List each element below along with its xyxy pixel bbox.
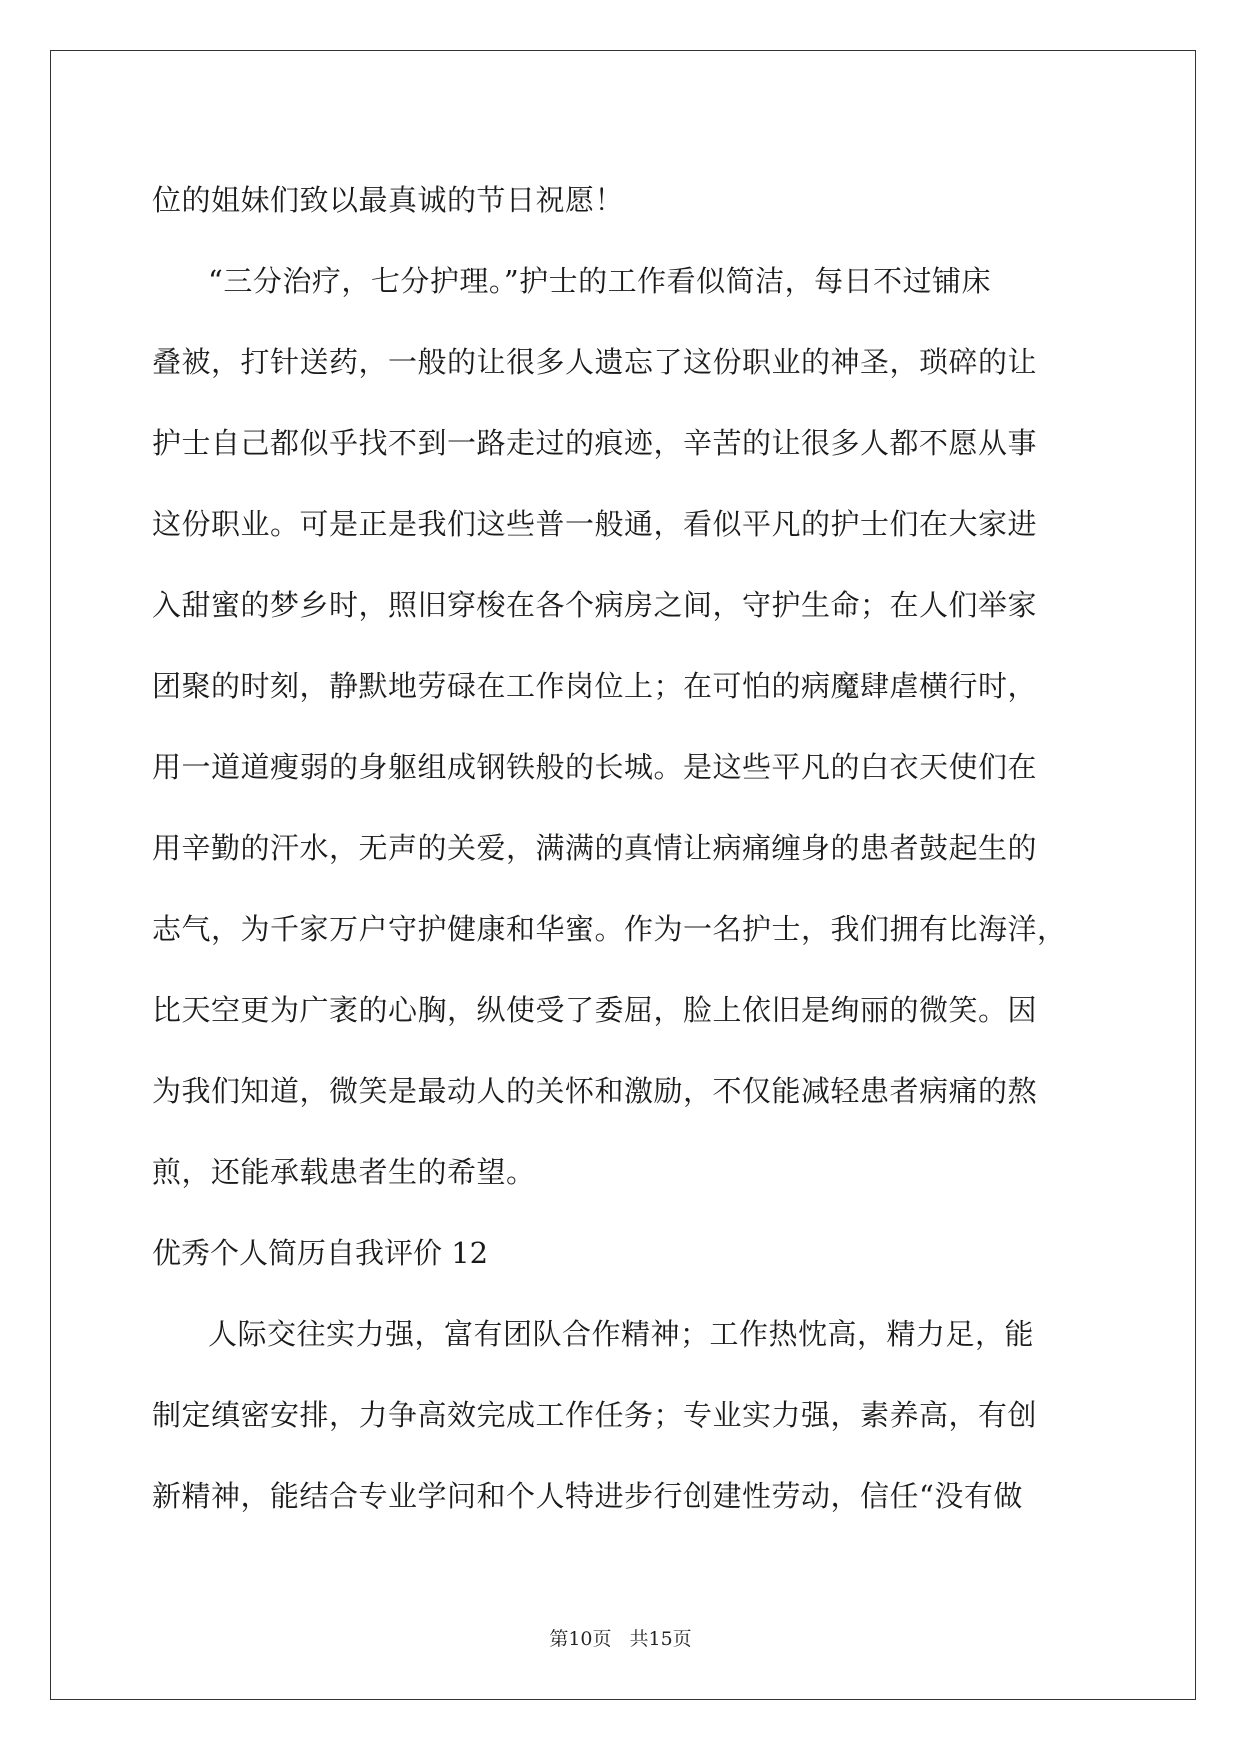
text-line: 护士自己都似乎找不到一路走过的痕迹，辛苦的让很多人都不愿从事: [152, 426, 1038, 460]
section-heading: 优秀个人简历自我评价 12: [152, 1236, 489, 1270]
text-line: 入甜蜜的梦乡时，照旧穿梭在各个病房之间，守护生命；在人们举家: [152, 588, 1038, 622]
text-line: 用一道道瘦弱的身躯组成钢铁般的长城。是这些平凡的白衣天使们在: [152, 750, 1038, 784]
document-body: [152, 160, 1092, 1537]
text-line: 煎，还能承载患者生的希望。: [152, 1155, 536, 1189]
text-line: 位的姐妹们致以最真诚的节日祝愿！: [152, 183, 625, 217]
text-line: 为我们知道，微笑是最动人的关怀和激励，不仅能减轻患者病痛的熬: [152, 1074, 1038, 1108]
text-line: 人际交往实力强，富有团队合作精神；工作热忱高，精力足，能: [208, 1317, 1035, 1351]
page-total: 共15页: [629, 1628, 692, 1650]
text-line: 新精神，能结合专业学问和个人特进步行创建性劳动，信任“没有做: [152, 1479, 1023, 1513]
text-line: 制定缜密安排，力争高效完成工作任务；专业实力强，素养高，有创: [152, 1398, 1038, 1432]
text-line: 团聚的时刻，静默地劳碌在工作岗位上；在可怕的病魔肆虐横行时，: [152, 669, 1038, 703]
text-line: 这份职业。可是正是我们这些普一般通，看似平凡的护士们在大家进: [152, 507, 1038, 541]
text-line: 叠被，打针送药，一般的让很多人遗忘了这份职业的神圣，琐碎的让: [152, 345, 1038, 379]
text-line: 比天空更为广袤的心胸，纵使受了委屈，脸上依旧是绚丽的微笑。因: [152, 993, 1038, 1027]
text-line: 用辛勤的汗水，无声的关爱，满满的真情让病痛缠身的患者鼓起生的: [152, 831, 1038, 865]
page-number: 第10页: [549, 1628, 612, 1650]
text-line: “三分治疗，七分护理。”护士的工作看似简洁，每日不过铺床: [208, 264, 992, 298]
page-footer: [0, 1624, 1241, 1651]
text-line: 志气，为千家万户守护健康和华蜜。作为一名护士，我们拥有比海洋，: [152, 912, 1067, 946]
